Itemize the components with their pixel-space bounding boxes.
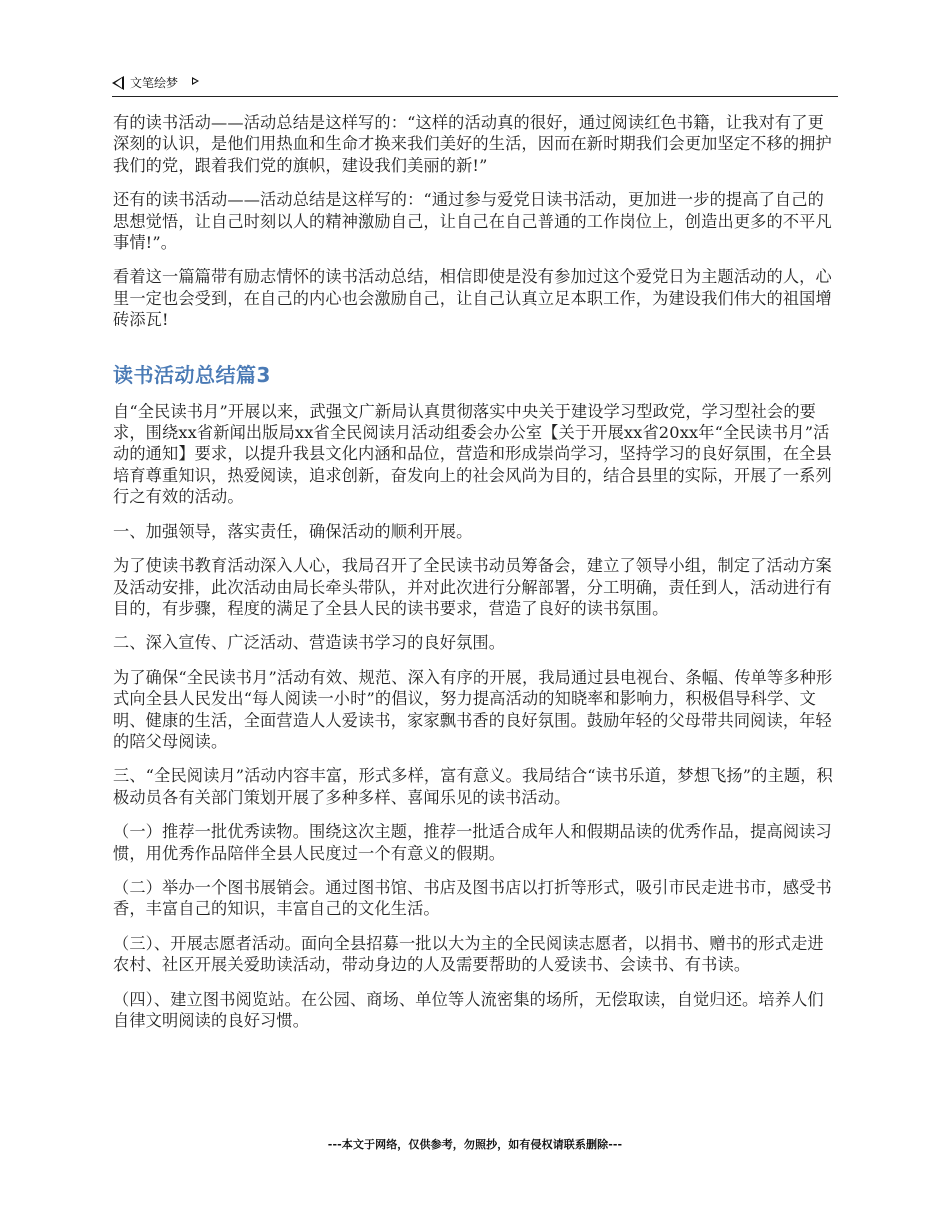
body-paragraph: 三、“全民阅读月”活动内容丰富，形式多样，富有意义。我局结合“读书乐道，梦想飞扬”的主题，积极动员各有关部门策划开展了多种多样、喜闻乐见的读书活动。 [113, 766, 833, 807]
list-item: （二）举办一个图书展销会。通过图书馆、书店及图书店以打折等形式，吸引市民走进书市，感受书香，丰富自己的知识，丰富自己的文化生活。 [113, 877, 832, 919]
document-body [113, 112, 840, 1044]
section-title: 一、加强领导，落实责任，确保活动的顺利开展。 [113, 521, 473, 541]
list-item: （四）、建立图书阅览站。在公园、商场、单位等人流密集的场所，无偿取读，自觉归还。培养人们自律文明阅读的良好习惯。 [113, 989, 824, 1030]
section-heading: 读书活动总结篇3 [113, 362, 271, 387]
body-paragraph: 有的读书活动——活动总结是这样写的：“这样的活动真的很好，通过阅读红色书籍，让我对有了更深刻的认识，是他们用热血和生命才换来我们美好的生活，因而在新时期我们会更加坚定不移的拥护我们的党，跟着我们党的旗帜，建设我们美丽的新!” [113, 113, 832, 175]
section-title: 二、深入宣传、广泛活动、营造读书学习的良好氛围。 [113, 633, 506, 653]
body-paragraph: 自“全民读书月”开展以来，武强文广新局认真贯彻落实中央关于建设学习型政党，学习型社会的要求，围绕xx省新闻出版局xx省全民阅读月活动组委会办公室【关于开展xx省20xx年“全民读书月”活动的通知】要求，以提升我县文化内涵和品位，营造和形成崇尚学习，坚持学习的良好氛围，在全县培育尊重知识，热爱阅读，追求创新，奋发向上的社会风尚为目的，结合县里的实际，开展了一系列行之有效的活动。 [113, 401, 832, 507]
brand-name: 文笔绘梦 [130, 76, 179, 90]
body-paragraph: 看着这一篇篇带有励志情怀的读书活动总结，相信即使是没有参加过这个爱党日为主题活动的人，心里一定也会受到，在自己的内心也会激励自己，让自己认真立足本职工作，为建设我们伟大的祖国增砖添瓦! [113, 267, 832, 330]
body-paragraph: 还有的读书活动——活动总结是这样写的：“通过参与爱党日读书活动，更加进一步的提高了自己的思想觉悟，让自己时刻以人的精神激励自己，让自己在自己普通的工作岗位上，创造出更多的不平凡事情!”。 [113, 190, 832, 253]
page-header [112, 72, 838, 97]
triangle-left-icon [112, 76, 124, 90]
page-footer: ---本文于网络，仅供参考，勿照抄，如有侵权请联系删除--- [327, 1138, 623, 1151]
body-paragraph: 为了使读书教育活动深入人心，我局召开了全民读书动员筹备会，建立了领导小组，制定了活动方案及活动安排，此次活动由局长牵头带队，并对此次进行分解部署，分工明确，责任到人，活动进行有目的，有步骤，程度的满足了全县人民的读书要求，营造了良好的读书氛围。 [113, 556, 832, 618]
triangle-right-icon [192, 77, 199, 85]
body-paragraph: 为了确保“全民读书月”活动有效、规范、深入有序的开展，我局通过县电视台、条幅、传单等多种形式向全县人民发出“每人阅读一小时”的倡议，努力提高活动的知晓率和影响力，积极倡导科学、文明、健康的生活，全面营造人人爱读书，家家飘书香的良好氛围。鼓励年轻的父母带共同阅读，年轻的陪父母阅读。 [113, 667, 833, 751]
list-item: （三）、开展志愿者活动。面向全县招募一批以大为主的全民阅读志愿者，以捐书、赠书的形式走进农村、社区开展关爱助读活动，带动身边的人及需要帮助的人爱读书、会读书、有书读。 [113, 933, 824, 975]
brand [112, 74, 199, 91]
list-item: （一）推荐一批优秀读物。围绕这次主题，推荐一批适合成年人和假期品读的优秀作品，提高阅读习惯，用优秀作品陪伴全县人民度过一个有意义的假期。 [113, 822, 832, 863]
